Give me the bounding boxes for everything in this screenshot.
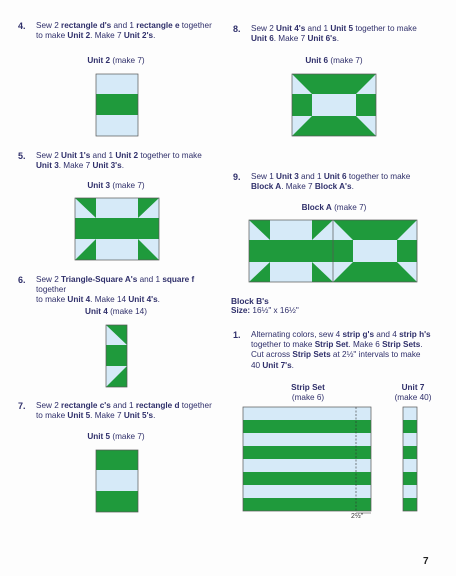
cut-interval-label: 2½" xyxy=(351,513,364,520)
step-5-text: Sew 2 Unit 1's and 1 Unit 2 together to make Unit 3. Make 7 Unit 3's. xyxy=(36,151,202,171)
unit-6-diagram xyxy=(292,74,376,136)
unit-5-caption: Unit 5 (make 7) xyxy=(87,432,145,441)
strip-set-diagram xyxy=(243,407,373,511)
step-6-text: Sew 2 Triangle-Square A's and 1 square f together to make Unit 4. Make 14 Unit 4's. xyxy=(36,275,195,305)
block-b-size: Size: 16½" x 16½" xyxy=(231,306,299,315)
unit-7-caption: Unit 7 (make 40) xyxy=(394,383,432,402)
step-number: 9. xyxy=(233,172,241,182)
block-b-step-1-text: Alternating colors, sew 4 strip g's and 4 strip h's together to make Strip Set. Make 6 Strip Sets. Cut across Strip Sets at 2½" intervals to make 40 Unit 7's. xyxy=(251,330,431,370)
unit-2-caption: Unit 2 (make 7) xyxy=(87,56,145,65)
step-4-text: Sew 2 rectangle d's and 1 rectangle e together to make Unit 2. Make 7 Unit 2's. xyxy=(36,21,212,41)
block-a-diagram xyxy=(249,220,417,282)
unit-6-caption: Unit 6 (make 7) xyxy=(305,56,363,65)
step-number: 4. xyxy=(18,21,26,31)
unit-2-diagram xyxy=(96,74,138,136)
step-number: 6. xyxy=(18,275,26,285)
unit-4-caption: Unit 4 (make 14) xyxy=(85,307,147,316)
step-number: 1. xyxy=(233,330,241,340)
unit-4-diagram xyxy=(106,325,127,387)
step-number: 5. xyxy=(18,151,26,161)
step-number: 7. xyxy=(18,401,26,411)
unit-3-caption: Unit 3 (make 7) xyxy=(87,181,145,190)
unit-7-diagram xyxy=(403,407,417,511)
unit-5-diagram xyxy=(96,450,138,512)
strip-set-caption: Strip Set (make 6) xyxy=(291,383,325,402)
unit-3-diagram xyxy=(75,198,159,260)
block-a-caption: Block A (make 7) xyxy=(301,203,367,212)
block-b-heading: Block B's xyxy=(231,296,269,306)
step-8-text: Sew 2 Unit 4's and 1 Unit 5 together to make Unit 6. Make 7 Unit 6's. xyxy=(251,24,417,44)
step-7-text: Sew 2 rectangle c's and 1 rectangle d together to make Unit 5. Make 7 Unit 5's. xyxy=(36,401,212,421)
step-number: 8. xyxy=(233,24,241,34)
step-9-text: Sew 1 Unit 3 and 1 Unit 6 together to make Block A. Make 7 Block A's. xyxy=(251,172,411,192)
page-number: 7 xyxy=(423,556,429,567)
